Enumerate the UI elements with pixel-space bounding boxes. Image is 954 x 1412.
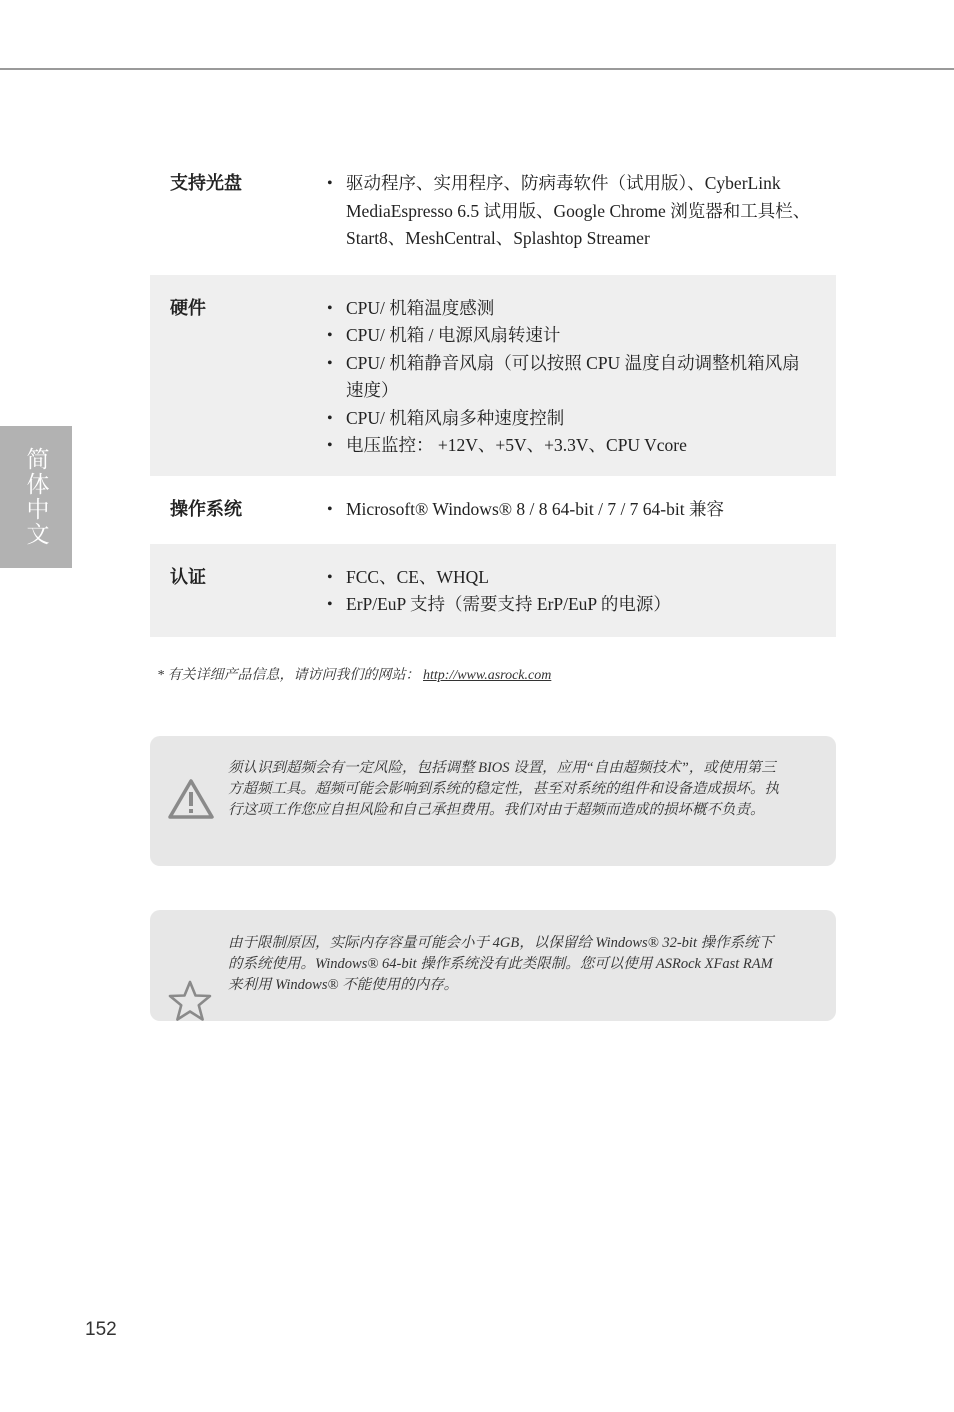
star-icon <box>167 979 213 1028</box>
spec-item: • 电压监控： +12V、+5V、+3.3V、CPU Vcore <box>346 432 816 460</box>
spec-item: • CPU/ 机箱静音风扇（可以按照 CPU 温度自动调整机箱风扇速度） <box>346 350 816 405</box>
website-link[interactable]: http://www.asrock.com <box>423 668 552 683</box>
spec-item: • ErP/EuP 支持（需要支持 ErP/EuP 的电源） <box>346 591 816 619</box>
spec-row-certifications <box>150 544 836 637</box>
info-note-box <box>150 910 836 1021</box>
spec-list <box>328 496 836 524</box>
spec-label: 操作系统 <box>170 498 242 520</box>
warning-note-text: 须认识到超频会有一定风险，包括调整 BIOS 设置，应用“自由超频技术”，或使用第三方超频工具。超频可能会影响到系统的稳定性，甚至对系统的组件和设备造成损坏。执行这项工作您应自担风险和自己承担费用。我们对由于超频而造成的损坏概不负责。 <box>228 760 779 818</box>
spec-list <box>328 564 836 619</box>
footnote <box>157 664 551 684</box>
spec-label: 认证 <box>170 566 206 588</box>
language-side-tab <box>0 426 72 568</box>
warning-note-box <box>150 736 836 866</box>
spec-row-hardware <box>150 275 836 476</box>
spec-row-os <box>150 476 836 544</box>
spec-item: • CPU/ 机箱风扇多种速度控制 <box>346 405 816 433</box>
spec-item: • CPU/ 机箱 / 电源风扇转速计 <box>346 322 816 350</box>
header-rule <box>0 68 954 70</box>
footnote-text: * 有关详细产品信息，请访问我们的网站： <box>157 668 423 683</box>
page-number: 152 <box>85 1319 117 1340</box>
spec-label: 硬件 <box>170 297 206 319</box>
spec-item: • FCC、CE、WHQL <box>346 564 816 592</box>
spec-row-support-cd <box>150 160 836 267</box>
spec-item: • Microsoft® Windows® 8 / 8 64-bit / 7 / 7 64-bit 兼容 <box>346 496 816 524</box>
spec-list <box>328 295 836 460</box>
spec-table <box>150 160 836 637</box>
spec-item: • 驱动程序、实用程序、防病毒软件（试用版）、CyberLink MediaEspresso 6.5 试用版、Google Chrome 浏览器和工具栏、Start8、MeshCentral、Splashtop Streamer <box>346 170 816 253</box>
spec-list <box>328 170 836 253</box>
spec-item: • CPU/ 机箱温度感测 <box>346 295 816 323</box>
spec-label: 支持光盘 <box>170 173 242 194</box>
side-tab-label: 简体中文 <box>22 447 49 547</box>
warning-triangle-icon <box>167 778 215 825</box>
info-note-text: 由于限制原因，实际内存容量可能会小于 4GB，以保留给 Windows® 32-bit 操作系统下的系统使用。Windows® 64-bit 操作系统没有此类限制。您可以使用 ASRock XFast RAM 来利用 Windows® 不能使用的内存。 <box>228 935 774 993</box>
